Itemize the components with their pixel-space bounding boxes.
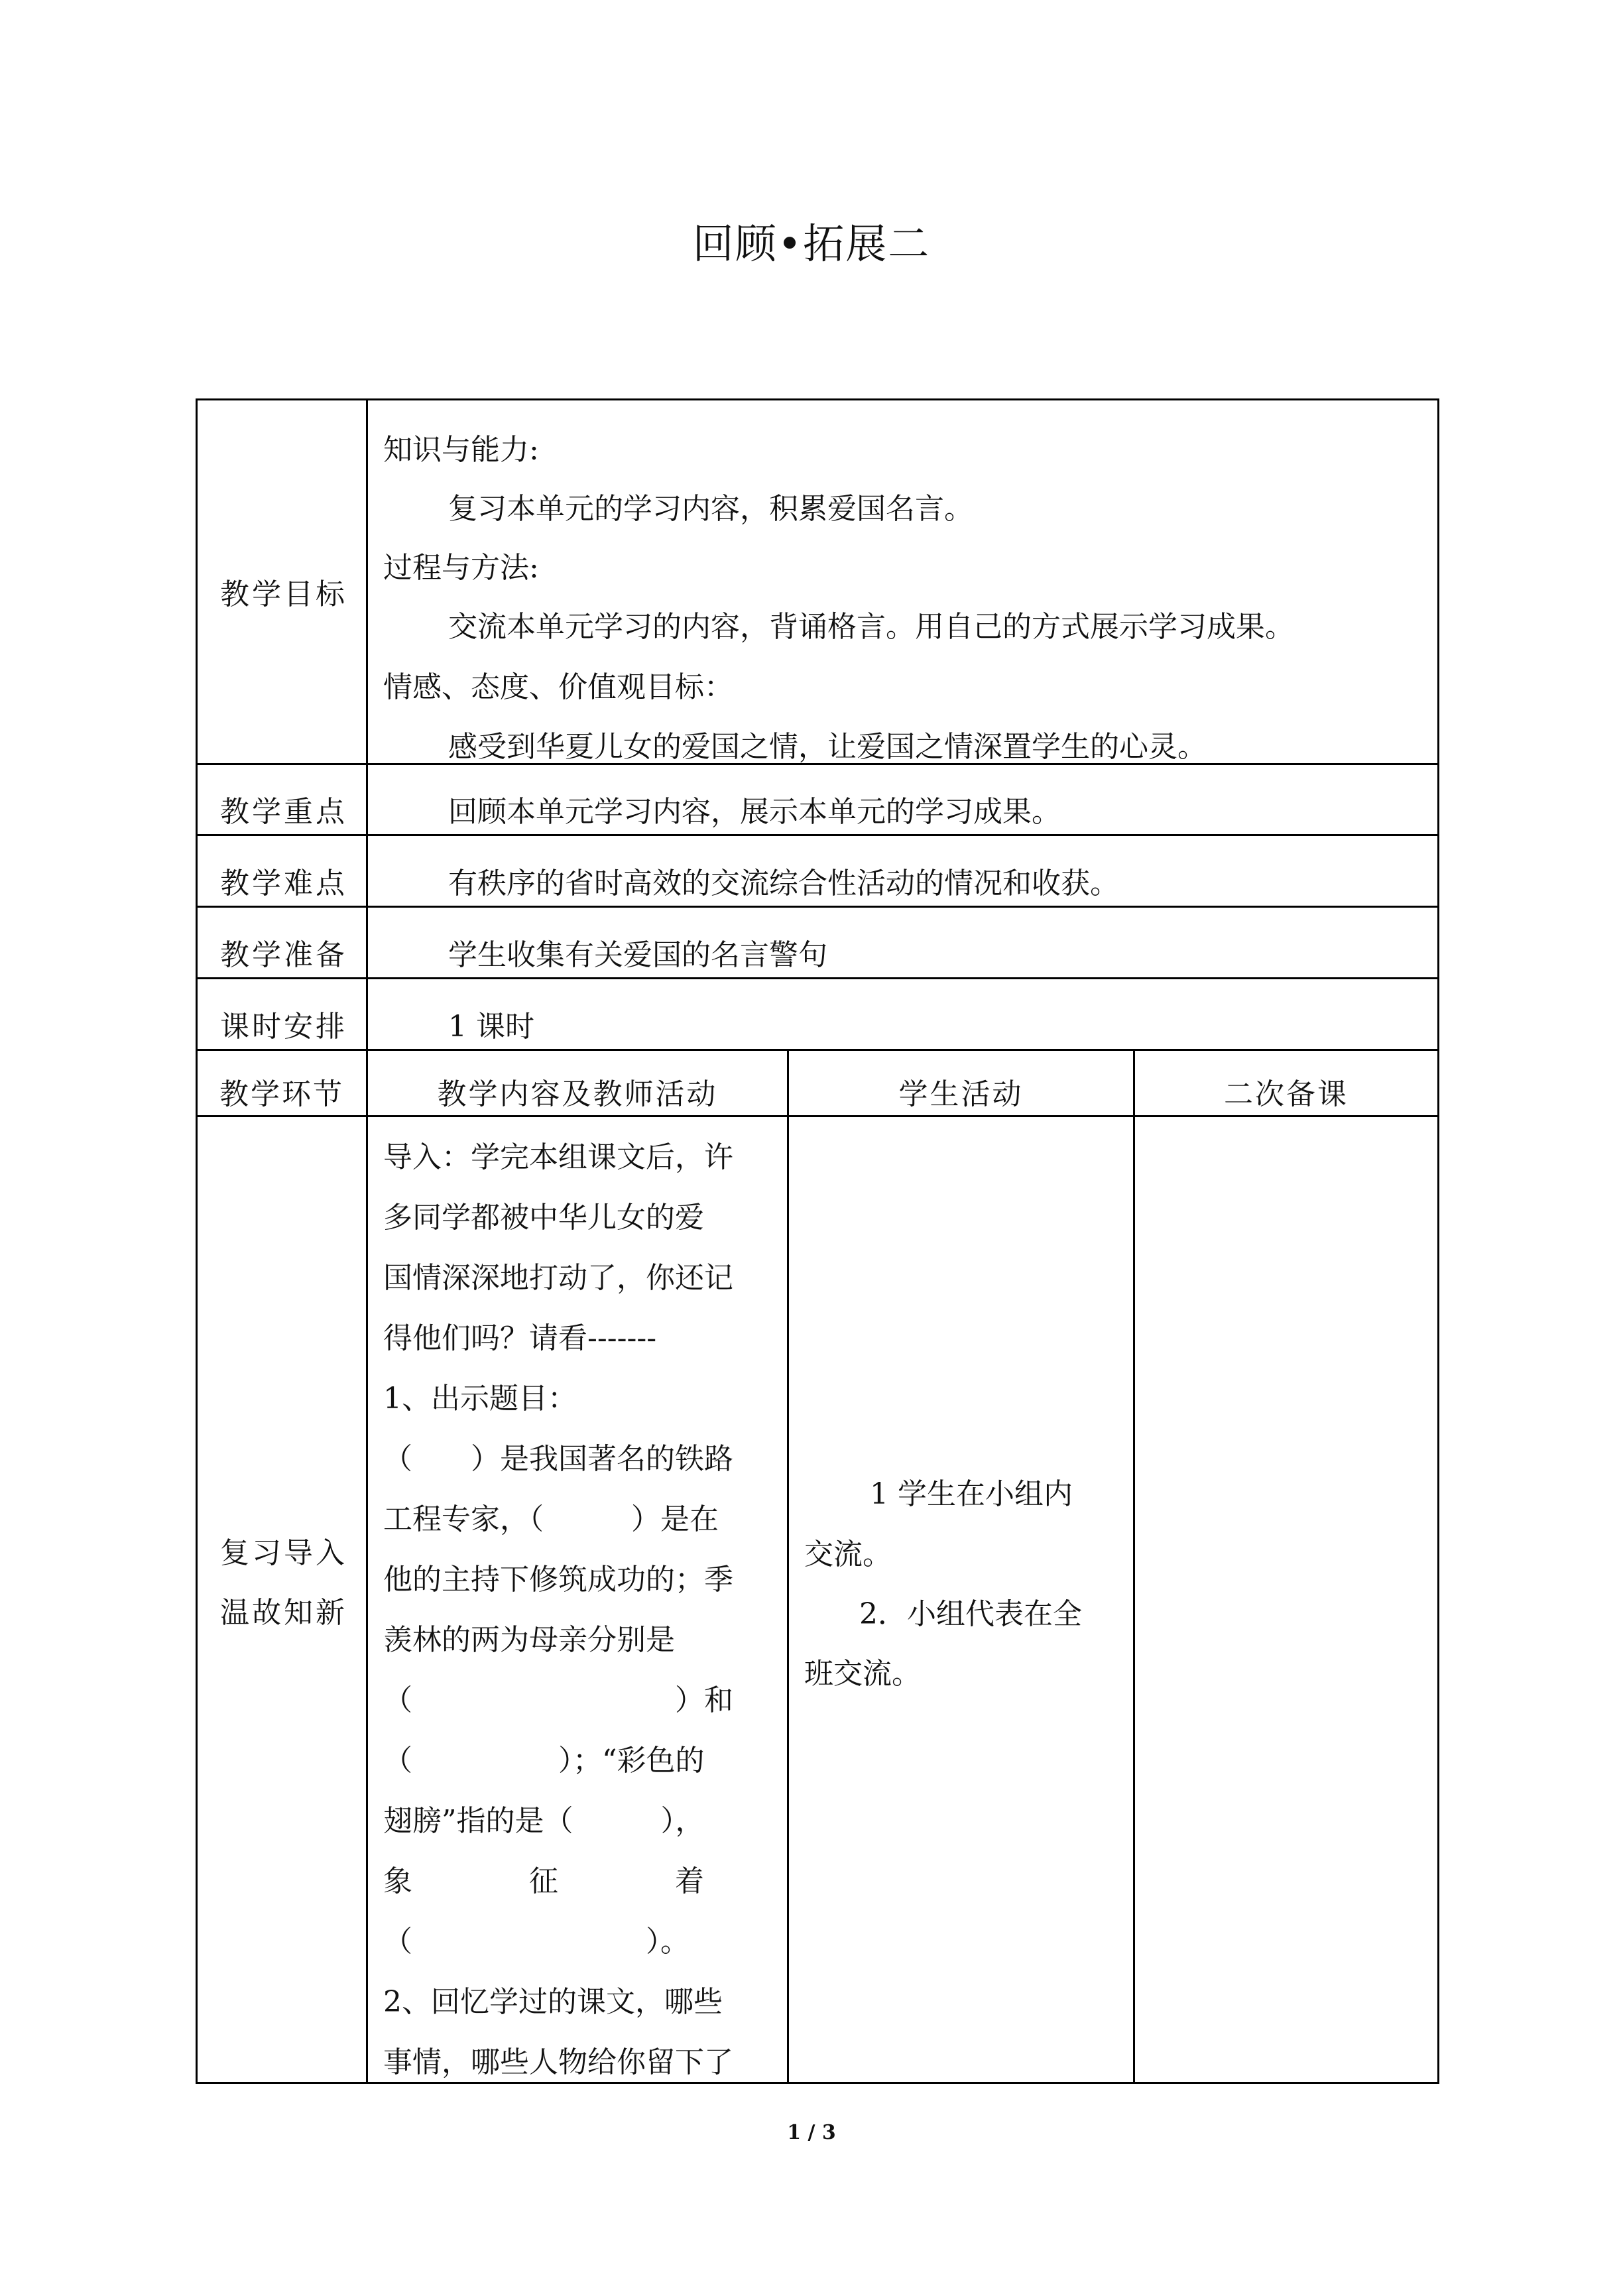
- table-border-bottom: [196, 2082, 1439, 2084]
- goals-text-knowledge: 复习本单元的学习内容，积累爱国名言。: [448, 492, 973, 526]
- student-activity-2b: 班交流。: [804, 1657, 921, 1691]
- content-line: 导入：学完本组课文后，许: [383, 1140, 733, 1174]
- content-line: 象 征 着: [383, 1864, 704, 1898]
- row-divider: [196, 906, 1439, 908]
- teacher-activity-content: [383, 1127, 771, 2092]
- content-line: 得他们吗？请看-------: [383, 1321, 657, 1355]
- row-label-difficulty: 教学难点: [220, 867, 347, 900]
- content-line: 国情深深地打动了，你还记: [383, 1261, 733, 1295]
- column-divider: [787, 1049, 789, 2084]
- row-divider: [196, 1049, 1439, 1051]
- content-line: （ ）和: [383, 1683, 733, 1717]
- content-line: 1、出示题目：: [383, 1382, 577, 1416]
- row-label-focus: 教学重点: [220, 795, 347, 829]
- column-divider: [366, 398, 368, 2084]
- header-student-activity: 学生活动: [898, 1077, 1024, 1111]
- row-label-schedule: 课时安排: [220, 1010, 347, 1044]
- content-line: （ ）。: [383, 1925, 690, 1959]
- page-number: 1 / 3: [787, 2121, 836, 2144]
- student-activity-1a: 1 学生在小组内: [870, 1477, 1073, 1511]
- prep-text: 学生收集有关爱国的名言警句: [448, 938, 827, 972]
- row-label-goals: 教学目标: [220, 577, 347, 611]
- header-stage: 教学环节: [219, 1077, 344, 1111]
- header-second-prep: 二次备课: [1224, 1077, 1349, 1111]
- row-divider: [196, 1115, 1439, 1117]
- goals-heading-knowledge: 知识与能力:: [383, 433, 539, 467]
- page-title: 回顾•拓展二: [692, 219, 931, 268]
- schedule-text: 1 课时: [448, 1010, 534, 1044]
- content-line: 2、回忆学过的课文，哪些: [383, 1985, 723, 2019]
- table-border-right: [1437, 398, 1439, 2084]
- content-line: 事情，哪些人物给你留下了: [383, 2045, 733, 2079]
- table-border-top: [196, 398, 1439, 400]
- goals-text-process: 交流本单元学习的内容，背诵格言。用自己的方式展示学习成果。: [448, 610, 1294, 644]
- student-activity-1b: 交流。: [804, 1538, 892, 1571]
- goals-heading-values: 情感、态度、价值观目标：: [383, 670, 733, 704]
- focus-text: 回顾本单元学习内容，展示本单元的学习成果。: [448, 795, 1061, 829]
- table-border-left: [196, 398, 198, 2084]
- section-label-line1: 复习导入: [220, 1536, 347, 1570]
- goals-text-values: 感受到华夏儿女的爱国之情，让爱国之情深置学生的心灵。: [448, 730, 1207, 764]
- content-line: 翅膀”指的是（ ），: [383, 1804, 705, 1838]
- row-divider: [196, 834, 1439, 836]
- student-activity-2a: 2．小组代表在全: [859, 1597, 1082, 1631]
- content-line: （ ）是我国著名的铁路: [383, 1442, 733, 1476]
- content-line: 工程专家，（ ）是在: [383, 1502, 719, 1536]
- section-label-line2: 温故知新: [220, 1596, 347, 1630]
- content-line: （ ）；“彩色的: [383, 1744, 705, 1778]
- content-line: 他的主持下修筑成功的；季: [383, 1563, 733, 1597]
- row-label-prep: 教学准备: [220, 938, 347, 972]
- row-divider: [196, 977, 1439, 979]
- header-teacher-activity: 教学内容及教师活动: [437, 1077, 718, 1111]
- content-line: 多同学都被中华儿女的爱: [383, 1201, 704, 1235]
- column-divider: [1133, 1049, 1135, 2084]
- difficulty-text: 有秩序的省时高效的交流综合性活动的情况和收获。: [448, 867, 1119, 900]
- goals-heading-process: 过程与方法:: [383, 551, 539, 585]
- content-line: 羡林的两为母亲分别是: [383, 1623, 675, 1657]
